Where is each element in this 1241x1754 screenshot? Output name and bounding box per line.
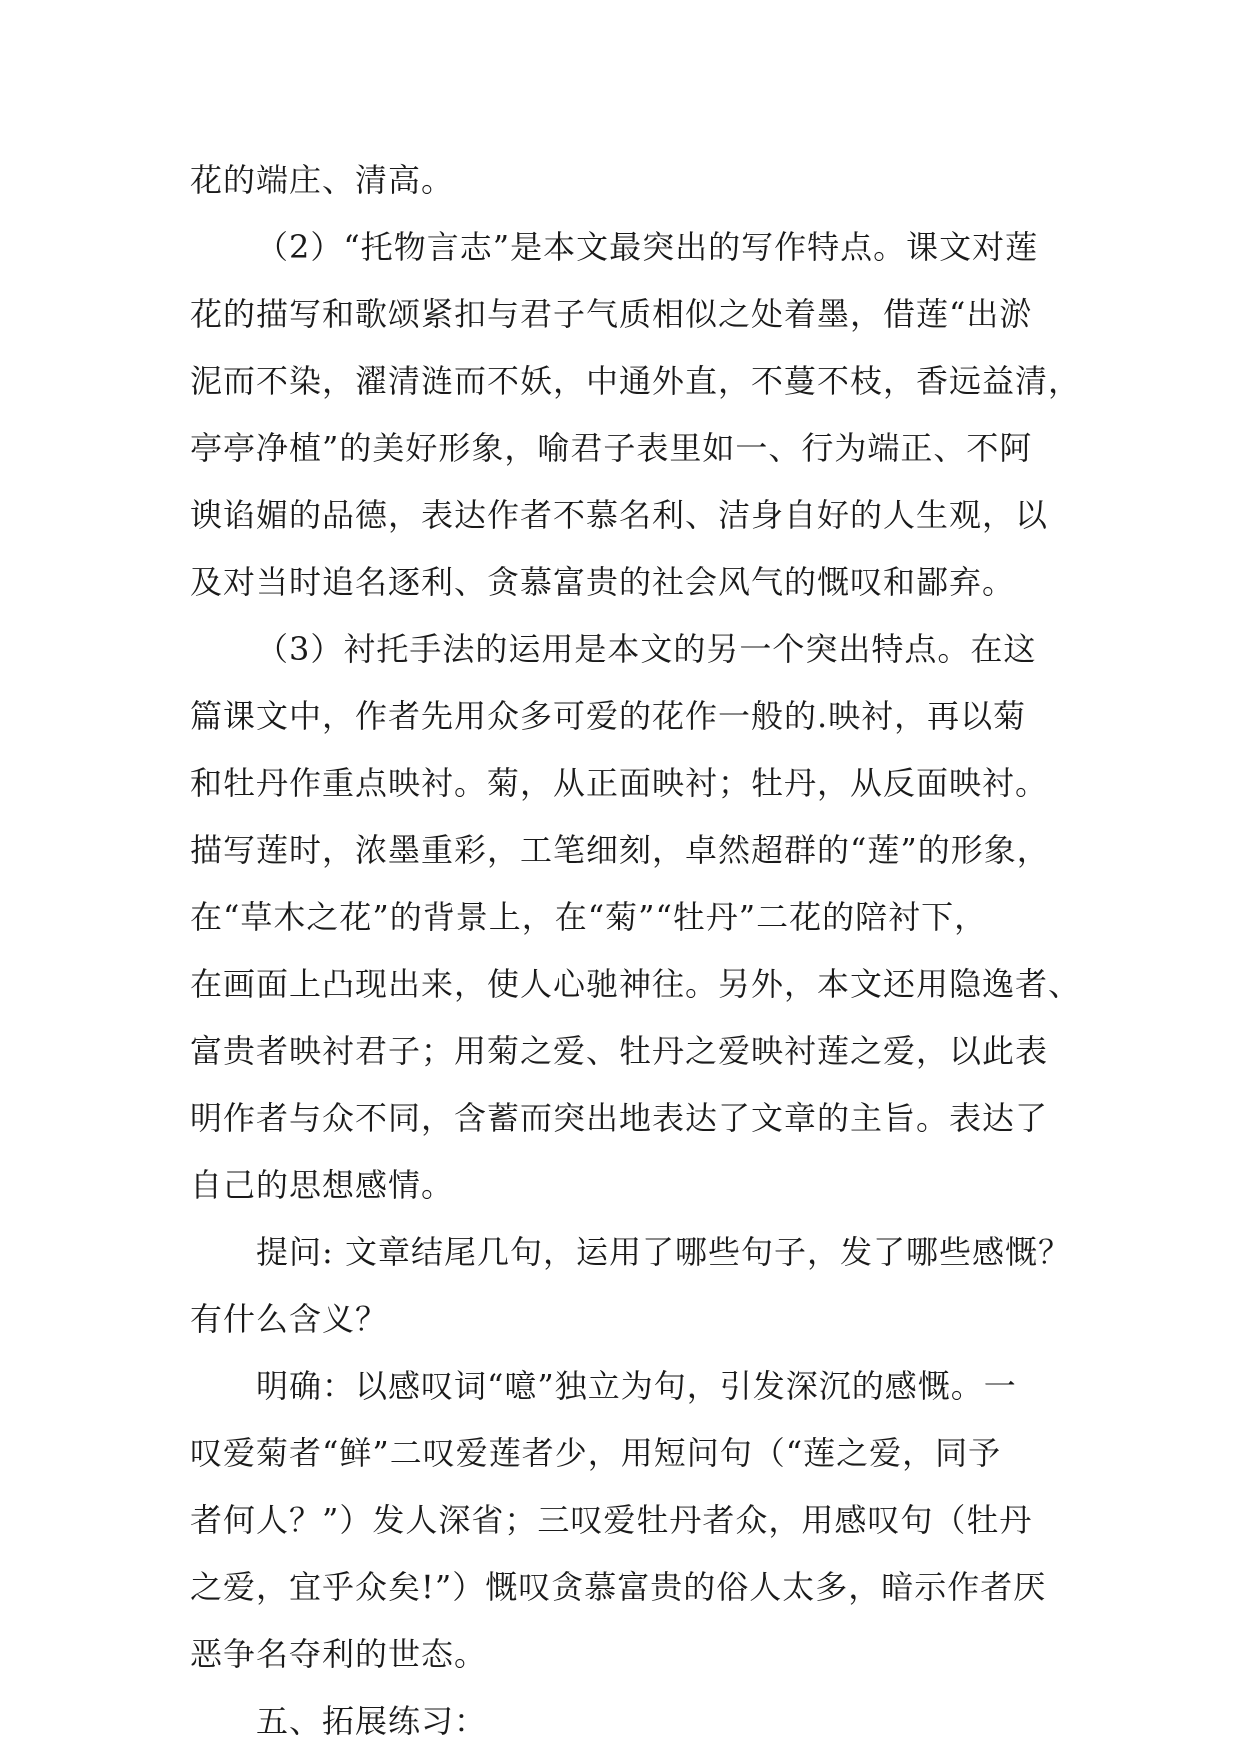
text-line-23: 恶争名夺利的世态。 xyxy=(190,1635,488,1673)
text-line-11: 描写莲时，浓墨重彩，工笔细刻，卓然超群的“莲”的形象， xyxy=(190,831,1050,869)
text-line-14: 富贵者映衬君子；用菊之爱、牡丹之爱映衬莲之爱，以此表 xyxy=(190,1032,1049,1070)
text-line-4: 泥而不染，濯清涟而不妖，中通外直，不蔓不枝，香远益清， xyxy=(190,362,1082,400)
text-line-8: （3）衬托手法的运用是本文的另一个突出特点。在这 xyxy=(256,630,1037,668)
text-line-12: 在“草木之花”的背景上，在“菊”“牡丹”二花的陪衬下， xyxy=(190,898,988,936)
text-line-21: 者何人？”）发人深省；三叹爱牡丹者众，用感叹句（牡丹 xyxy=(190,1501,1033,1539)
section-heading-expansion: 五、拓展练习： xyxy=(256,1702,488,1740)
text-line-20: 叹爱菊者“鲜”二叹爱莲者少，用短问句（“莲之爱，同予 xyxy=(190,1434,1002,1472)
text-line-2: （2）“托物言志”是本文最突出的写作特点。课文对莲 xyxy=(256,228,1039,266)
text-line-7: 及对当时追名逐利、贪慕富贵的社会风气的慨叹和鄙弃。 xyxy=(190,563,1016,601)
text-line-5: 亭亭净植”的美好形象，喻君子表里如一、行为端正、不阿 xyxy=(190,429,1033,467)
text-line-6: 谀谄媚的品德，表达作者不慕名利、洁身自好的人生观，以 xyxy=(190,496,1049,534)
text-line-3: 花的描写和歌颂紧扣与君子气质相似之处着墨，借莲“出淤 xyxy=(190,295,1033,333)
text-line-19: 明确：以感叹词“噫”独立为句，引发深沉的感慨。一 xyxy=(256,1367,1017,1405)
text-line-16: 自己的思想感情。 xyxy=(190,1166,455,1204)
text-line-1: 花的端庄、清高。 xyxy=(190,161,455,199)
text-line-17: 提问: 文章结尾几句，运用了哪些句子，发了哪些感慨？ xyxy=(256,1233,1071,1271)
text-line-18: 有什么含义？ xyxy=(190,1300,389,1338)
text-line-9: 篇课文中，作者先用众多可爱的花作一般的.映衬，再以菊 xyxy=(190,697,1027,735)
text-line-22: 之爱，宜乎众矣!”）慨叹贪慕富贵的俗人太多，暗示作者厌 xyxy=(190,1568,1047,1606)
text-line-13: 在画面上凸现出来，使人心驰神往。另外，本文还用隐逸者、 xyxy=(190,965,1082,1003)
text-line-15: 明作者与众不同，含蓄而突出地表达了文章的主旨。表达了 xyxy=(190,1099,1049,1137)
text-line-10: 和牡丹作重点映衬。菊，从正面映衬；牡丹，从反面映衬。 xyxy=(190,764,1049,802)
